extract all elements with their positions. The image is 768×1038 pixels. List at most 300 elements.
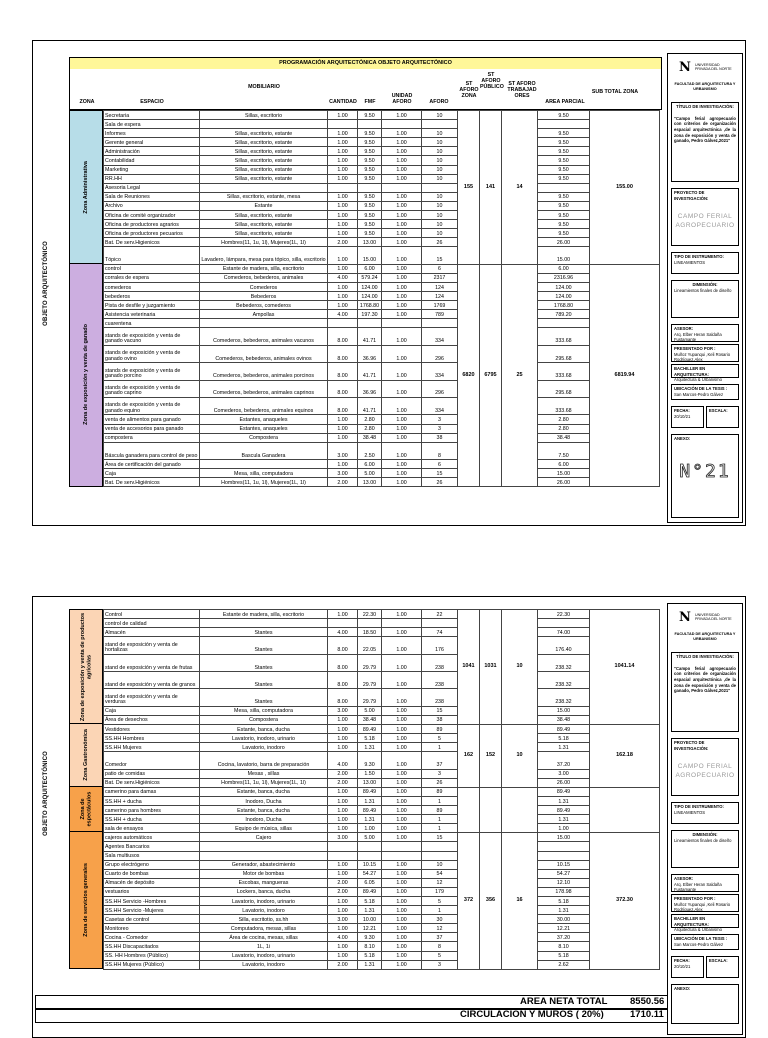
fmf-cell: 1.31 (358, 815, 382, 824)
aforo-cell: 10 (422, 211, 458, 220)
aforo-cell: 89 (422, 806, 458, 815)
fecha-box (671, 406, 704, 428)
area-parcial-cell: 15.00 (538, 833, 590, 842)
aforo-cell: 238 (422, 672, 458, 689)
ubicacion-box (671, 934, 739, 950)
fmf-cell: 89.49 (358, 806, 382, 815)
mobiliario-cell: Compostera (200, 433, 328, 442)
fmf-cell: 197.30 (358, 310, 382, 319)
mobiliario-cell: Ampollas (200, 310, 328, 319)
mobiliario-cell: Sillas, escritorio, estante (200, 147, 328, 156)
fecha-value: 20/10/21 (674, 963, 691, 969)
espacio-cell: control (104, 264, 200, 273)
fmf-cell: 1.50 (358, 769, 382, 778)
espacio-cell: SS.HH + ducha (104, 796, 200, 805)
col-st-aforo-publico: ST AFORO PÚBLICO (480, 72, 504, 90)
table-row (104, 310, 660, 319)
area-parcial-cell: 6.00 (538, 264, 590, 273)
side-label: OBJETO ARQUITECTÓNICO (43, 241, 49, 326)
fmf-cell: 2.80 (358, 415, 382, 424)
espacio-cell: SS.HH Mujeres (Público) (104, 960, 200, 969)
logo-box (671, 607, 739, 647)
bachiller-label: BACHILLER EN ARQUITECTURA: (674, 916, 709, 927)
espacio-cell: SS.HH Servicio -Mujeres (104, 906, 200, 915)
area-parcial-cell: 6.00 (538, 460, 590, 469)
area-parcial-cell: 176.40 (538, 637, 590, 654)
area-parcial-cell: 89.49 (538, 806, 590, 815)
mobiliario-cell: Lavatorio, inodoro, urinario (200, 951, 328, 960)
mobiliario-cell: Stantes (200, 628, 328, 637)
proyecto-box (671, 738, 739, 796)
st-aforo-publico-cell (480, 787, 502, 832)
fmf-cell: 89.49 (358, 787, 382, 796)
area-parcial-cell: 30.00 (538, 915, 590, 924)
mobiliario-cell: Stantes (200, 672, 328, 689)
fmf-cell: 9.30 (358, 752, 382, 769)
ubicacion-value: San Marcos-Pedro Gálvez (674, 941, 724, 947)
unidad-aforo-cell: 1.00 (382, 156, 422, 165)
table-row (104, 201, 660, 210)
mobiliario-cell: Cocina, lavatorio, barra de preparación (200, 752, 328, 769)
zone-name: Zona de espectáculos (79, 791, 92, 827)
mobiliario-cell: Hombres(11, 1u, 1l), Mujeres(1L, 1l) (200, 238, 328, 247)
cantidad-cell: 1.00 (328, 924, 358, 933)
espacio-cell: Monitoreo (104, 924, 200, 933)
area-parcial-cell: 9.50 (538, 229, 590, 238)
espacio-cell: Control (104, 610, 200, 619)
area-parcial-cell: 12.21 (538, 924, 590, 933)
espacio-cell: Comedor (104, 752, 200, 769)
fmf-cell: 1.00 (358, 824, 382, 833)
table-row (104, 933, 660, 942)
area-parcial-cell: 15.00 (538, 706, 590, 715)
cantidad-cell: 8.00 (328, 398, 358, 415)
tipo-box (671, 802, 739, 824)
mobiliario-cell: Estante de madera, silla, escritorio (200, 610, 328, 619)
cantidad-cell: 1.00 (328, 610, 358, 619)
cantidad-cell: 1.00 (328, 174, 358, 183)
aforo-cell: 3 (422, 415, 458, 424)
table-row (104, 806, 660, 815)
area-parcial-cell: 54.27 (538, 869, 590, 878)
mobiliario-cell: Bebederos (200, 292, 328, 301)
cantidad-cell: 1.00 (328, 165, 358, 174)
aforo-cell: 10 (422, 220, 458, 229)
mobiliario-cell (200, 183, 328, 192)
table-row (104, 165, 660, 174)
unidad-aforo-cell: 1.00 (382, 734, 422, 743)
asesor-value: Arq. Elber Heran Saldaña Fustamante (674, 881, 722, 893)
circulacion-label: CIRCULACION Y MUROS ( 20%) (460, 1009, 604, 1020)
fmf-cell: 13.00 (358, 778, 382, 787)
unidad-aforo-cell: 1.00 (382, 637, 422, 654)
cantidad-cell: 8.00 (328, 689, 358, 706)
cantidad-cell: 1.00 (328, 897, 358, 906)
unidad-aforo-cell: 1.00 (382, 211, 422, 220)
unidad-aforo-cell: 1.00 (382, 111, 422, 120)
unidad-aforo-cell: 1.00 (382, 743, 422, 752)
proyecto-label: PROYECTO DE INVESTIGACIÓN: (674, 740, 709, 751)
cantidad-cell: 1.00 (328, 942, 358, 951)
fmf-cell (358, 842, 382, 851)
faculty-name: FACULTAD DE ARQUITECTURA Y URBANISMO (674, 82, 736, 92)
table-row (104, 851, 660, 860)
area-parcial-cell: 178.98 (538, 887, 590, 896)
st-aforo-zona-cell: 6820 (458, 264, 480, 487)
aforo-cell: 3 (422, 769, 458, 778)
cantidad-cell: 1.00 (328, 460, 358, 469)
area-parcial-cell: 9.50 (538, 111, 590, 120)
anexo-box (671, 984, 739, 1024)
area-parcial-cell: 1.31 (538, 743, 590, 752)
fmf-cell: 6.05 (358, 878, 382, 887)
mobiliario-cell: Compostera (200, 715, 328, 724)
unidad-aforo-cell: 1.00 (382, 192, 422, 201)
fmf-cell: 10.15 (358, 860, 382, 869)
espacio-cell: SS.HH + ducha (104, 815, 200, 824)
area-parcial-cell: 89.49 (538, 787, 590, 796)
bachiller-box (671, 914, 739, 933)
aforo-cell: 15 (422, 706, 458, 715)
table-row (104, 672, 660, 689)
dimension-label: DIMENSIÓN: (692, 282, 718, 287)
mobiliario-cell: Bebederos, comederos (200, 301, 328, 310)
mobiliario-cell: Mesas , sillas (200, 769, 328, 778)
espacio-cell: Gerente general (104, 138, 200, 147)
area-parcial-cell: 3.00 (538, 769, 590, 778)
mobiliario-cell: Inodoro, Ducha (200, 815, 328, 824)
cantidad-cell: 2.00 (328, 778, 358, 787)
table-row (104, 192, 660, 201)
mobiliario-cell: Stantes (200, 689, 328, 706)
fmf-cell: 5.18 (358, 734, 382, 743)
area-parcial-cell: 9.50 (538, 220, 590, 229)
ubicacion-value: San Marcos-Pedro Gálvez (674, 391, 724, 397)
aforo-cell: 5 (422, 734, 458, 743)
fmf-cell: 9.50 (358, 156, 382, 165)
mobiliario-cell: Mesa, silla, computadora (200, 706, 328, 715)
table-row (104, 238, 660, 247)
area-parcial-cell: 333.68 (538, 363, 590, 380)
table-row (104, 887, 660, 896)
area-parcial-cell: 8.10 (538, 942, 590, 951)
cantidad-cell: 1.00 (328, 111, 358, 120)
unidad-aforo-cell: 1.00 (382, 924, 422, 933)
table-row (104, 924, 660, 933)
espacio-cell: Sala de Reuniones (104, 192, 200, 201)
unidad-aforo-cell: 1.00 (382, 229, 422, 238)
mobiliario-cell: Cajero (200, 833, 328, 842)
unidad-aforo-cell: 1.00 (382, 478, 422, 487)
unidad-aforo-cell: 1.00 (382, 460, 422, 469)
unidad-aforo-cell: 1.00 (382, 138, 422, 147)
fmf-cell: 29.79 (358, 689, 382, 706)
table-row (104, 915, 660, 924)
aforo-cell: 5 (422, 897, 458, 906)
table-row (104, 264, 660, 273)
fmf-cell: 124.00 (358, 292, 382, 301)
unidad-aforo-cell: 1.00 (382, 689, 422, 706)
table-row (104, 138, 660, 147)
aforo-cell: 10 (422, 174, 458, 183)
mobiliario-cell: Comederos, bebederos, animales (200, 273, 328, 282)
area-parcial-cell: 9.50 (538, 156, 590, 165)
dimension-value: Lineamientos finales de diseño (674, 837, 732, 843)
fmf-cell: 13.00 (358, 238, 382, 247)
sheet-1 (32, 40, 746, 526)
area-parcial-cell (538, 319, 590, 328)
espacio-cell: SS.HH Discapacitados (104, 942, 200, 951)
aforo-cell: 1 (422, 906, 458, 915)
unidad-aforo-cell: 1.00 (382, 706, 422, 715)
area-parcial-cell: 1.31 (538, 906, 590, 915)
aforo-cell: 238 (422, 654, 458, 671)
area-parcial-cell: 295.68 (538, 380, 590, 397)
table-row (104, 869, 660, 878)
mobiliario-cell: Comederos, bebederos, animales caprinos (200, 380, 328, 397)
sub-total-zona-cell: 162.18 (590, 725, 660, 788)
mobiliario-cell: Hombres(11, 1u, 1l), Mujeres(1L, 1l) (200, 478, 328, 487)
tipo-value: LINEAMIENTOS (674, 809, 706, 815)
cantidad-cell: 2.00 (328, 960, 358, 969)
espacio-cell: venta de alimentos para ganado (104, 415, 200, 424)
faculty-name: FACULTAD DE ARQUITECTURA Y URBANISMO (674, 632, 736, 642)
area-parcial-cell: 15.00 (538, 247, 590, 264)
mobiliario-cell: Estante, banca, ducha (200, 725, 328, 734)
st-aforo-zona-cell: 372 (458, 833, 480, 969)
table-row (104, 282, 660, 291)
aforo-cell: 10 (422, 129, 458, 138)
aforo-cell: 10 (422, 860, 458, 869)
mobiliario-cell: Sillas, escritorio, estante (200, 220, 328, 229)
unidad-aforo-cell (382, 842, 422, 851)
aforo-cell (422, 842, 458, 851)
fmf-cell: 22.05 (358, 637, 382, 654)
aforo-cell: 37 (422, 933, 458, 942)
table-row (104, 156, 660, 165)
espacio-cell: SS.HH Mujeres (104, 743, 200, 752)
unidad-aforo-cell: 1.00 (382, 433, 422, 442)
table-row (104, 229, 660, 238)
fmf-cell: 6.00 (358, 460, 382, 469)
cantidad-cell: 8.00 (328, 345, 358, 362)
cantidad-cell (328, 851, 358, 860)
aforo-cell (422, 851, 458, 860)
aforo-cell: 10 (422, 111, 458, 120)
mobiliario-cell: Lavatorio, inodoro (200, 960, 328, 969)
table-row (104, 247, 660, 264)
fecha-label: FECHA: (674, 408, 690, 413)
table-row (104, 796, 660, 805)
mobiliario-cell: Lavatorio, inodoro, urinario (200, 897, 328, 906)
fmf-cell: 54.27 (358, 869, 382, 878)
aforo-cell: 74 (422, 628, 458, 637)
espacio-cell: stands de exposición y venta de ganado porcino (104, 363, 200, 380)
aforo-cell: 10 (422, 138, 458, 147)
aforo-cell (422, 319, 458, 328)
cantidad-cell: 3.00 (328, 833, 358, 842)
mobiliario-cell: Stantes (200, 637, 328, 654)
area-parcial-cell: 37.20 (538, 933, 590, 942)
espacio-cell: Sala de espera (104, 120, 200, 129)
aforo-cell: 10 (422, 201, 458, 210)
cantidad-cell: 1.00 (328, 415, 358, 424)
table-row (104, 619, 660, 628)
dimension-box (671, 280, 739, 318)
cantidad-cell: 1.00 (328, 282, 358, 291)
mobiliario-cell: Lockers, banca, ducha (200, 887, 328, 896)
st-aforo-zona-cell: 162 (458, 725, 480, 788)
mobiliario-cell (200, 319, 328, 328)
unidad-aforo-cell: 1.00 (382, 310, 422, 319)
col-zona: ZONA (79, 99, 95, 105)
espacio-cell: Almacén de depósito (104, 878, 200, 887)
espacio-cell: Oficina de productores agrarios (104, 220, 200, 229)
fmf-cell: 2.80 (358, 424, 382, 433)
zone-label (69, 609, 103, 724)
area-parcial-cell: 9.50 (538, 165, 590, 174)
espacio-cell: stands de exposición y venta de ganado vacuno (104, 328, 200, 345)
cantidad-cell: 1.00 (328, 229, 358, 238)
area-parcial-cell: 9.50 (538, 201, 590, 210)
unidad-aforo-cell: 1.00 (382, 860, 422, 869)
area-neta-value: 8550.56 (630, 996, 665, 1007)
table-row (104, 111, 660, 120)
asesor-box (671, 874, 739, 892)
zone-name: Zona Administrativa (82, 160, 89, 214)
area-neta-label: AREA NETA TOTAL (520, 996, 608, 1007)
st-aforo-zona-cell (458, 787, 480, 832)
col-espacio: ESPACIO (140, 99, 164, 105)
circulacion-value: 1710.11 (630, 1009, 664, 1020)
aforo-cell: 12 (422, 878, 458, 887)
espacio-cell: Oficina de comité organizador (104, 211, 200, 220)
zone-label (69, 724, 103, 787)
fmf-cell: 124.00 (358, 282, 382, 291)
cantidad-cell: 4.00 (328, 273, 358, 282)
espacio-cell: Casetas de control (104, 915, 200, 924)
area-parcial-cell: 295.68 (538, 345, 590, 362)
area-parcial-cell: 333.68 (538, 328, 590, 345)
fmf-cell: 9.50 (358, 211, 382, 220)
table-row (104, 725, 660, 734)
area-parcial-cell: 2.80 (538, 415, 590, 424)
mobiliario-cell: Lavadero, lámpara, mesa para tópico, silla, escritorio (200, 247, 328, 264)
mobiliario-cell: 1L, 1i (200, 942, 328, 951)
espacio-cell: stands de exposición y venta de ganado caprino (104, 380, 200, 397)
espacio-cell: Oficina de productores pecuarios (104, 229, 200, 238)
aforo-cell: 37 (422, 752, 458, 769)
espacio-cell: Agentes Bancarios (104, 842, 200, 851)
col-fmf: FMF (364, 99, 376, 105)
table-row (104, 815, 660, 824)
mobiliario-cell: Comederos, bebederos, animales vacunos (200, 328, 328, 345)
fmf-cell: 36.96 (358, 345, 382, 362)
fmf-cell: 2.50 (358, 442, 382, 459)
espacio-cell: Administración (104, 147, 200, 156)
espacio-cell: Caja (104, 706, 200, 715)
aforo-cell: 26 (422, 238, 458, 247)
espacio-cell: corrales de espera (104, 273, 200, 282)
fmf-cell: 9.50 (358, 192, 382, 201)
presentado-label: PRESENTADO POR : (674, 896, 716, 901)
aforo-cell: 1769 (422, 301, 458, 310)
cantidad-cell: 1.00 (328, 138, 358, 147)
aforo-cell: 8 (422, 942, 458, 951)
cantidad-cell: 1.00 (328, 743, 358, 752)
presentado-label: PRESENTADO POR : (674, 346, 716, 351)
fmf-cell (358, 319, 382, 328)
espacio-cell: stand de exposición y venta de granos (104, 672, 200, 689)
fmf-cell: 9.50 (358, 147, 382, 156)
fmf-cell: 9.50 (358, 220, 382, 229)
unidad-aforo-cell: 1.00 (382, 869, 422, 878)
anexo-label: ANEXO: (674, 986, 691, 991)
ubicacion-box (671, 384, 739, 400)
area-parcial-cell (538, 851, 590, 860)
unidad-aforo-cell (382, 120, 422, 129)
tipo-label: TIPO DE INSTRUMENTO: (674, 804, 724, 809)
area-parcial-cell: 10.15 (538, 860, 590, 869)
table-row (104, 769, 660, 778)
area-parcial-cell (538, 842, 590, 851)
mobiliario-cell: Estante de madera, silla, escritorio (200, 264, 328, 273)
cantidad-cell: 3.00 (328, 706, 358, 715)
title-block-2 (667, 603, 743, 1035)
mobiliario-cell: Equipo de música, sillas (200, 824, 328, 833)
cantidad-cell: 8.00 (328, 672, 358, 689)
espacio-cell: Cocina - Comedor (104, 933, 200, 942)
tipo-value: LINEAMIENTOS (674, 259, 706, 265)
area-parcial-cell (538, 619, 590, 628)
circulacion-row (35, 1008, 669, 1023)
st-aforo-publico-cell: 1031 (480, 610, 502, 725)
area-parcial-cell: 74.00 (538, 628, 590, 637)
table-row (104, 345, 660, 362)
title-block (667, 53, 743, 523)
unidad-aforo-cell: 1.00 (382, 282, 422, 291)
espacio-cell: Caja (104, 469, 200, 478)
cantidad-cell: 1.00 (328, 824, 358, 833)
proyecto-name: CAMPO FERIAL AGROPECUARIO (675, 213, 735, 229)
mobiliario-cell: Sillas, escritorio, estante (200, 156, 328, 165)
area-parcial-cell: 5.18 (538, 951, 590, 960)
fmf-cell: 5.00 (358, 833, 382, 842)
espacio-cell: patio de comidas (104, 769, 200, 778)
cantidad-cell: 1.00 (328, 906, 358, 915)
table-row (104, 878, 660, 887)
espacio-cell: vestuarios (104, 887, 200, 896)
aforo-cell: 1 (422, 743, 458, 752)
fmf-cell: 89.49 (358, 725, 382, 734)
unidad-aforo-cell: 1.00 (382, 424, 422, 433)
espacio-cell: camerino para damas (104, 787, 200, 796)
cantidad-cell: 1.00 (328, 806, 358, 815)
aforo-cell: 6 (422, 264, 458, 273)
table-row (104, 897, 660, 906)
mobiliario-cell: Motor de bombas (200, 869, 328, 878)
table-row (104, 120, 660, 129)
zone-name: Zona de servicios generales (82, 863, 89, 938)
mobiliario-cell: Generador, abastecimiento (200, 860, 328, 869)
espacio-cell: Archivo (104, 201, 200, 210)
table-row (104, 610, 660, 619)
mobiliario-cell: Lavatorio, inodoro, urinario (200, 734, 328, 743)
mobiliario-cell: Estante (200, 201, 328, 210)
espacio-cell: stands de exposición y venta de ganado ovino (104, 345, 200, 362)
mobiliario-cell: Comederos, bebederos, animales ovinos (200, 345, 328, 362)
titulo-label: TÍTULO DE INVESTIGACIÓN: (676, 654, 734, 659)
